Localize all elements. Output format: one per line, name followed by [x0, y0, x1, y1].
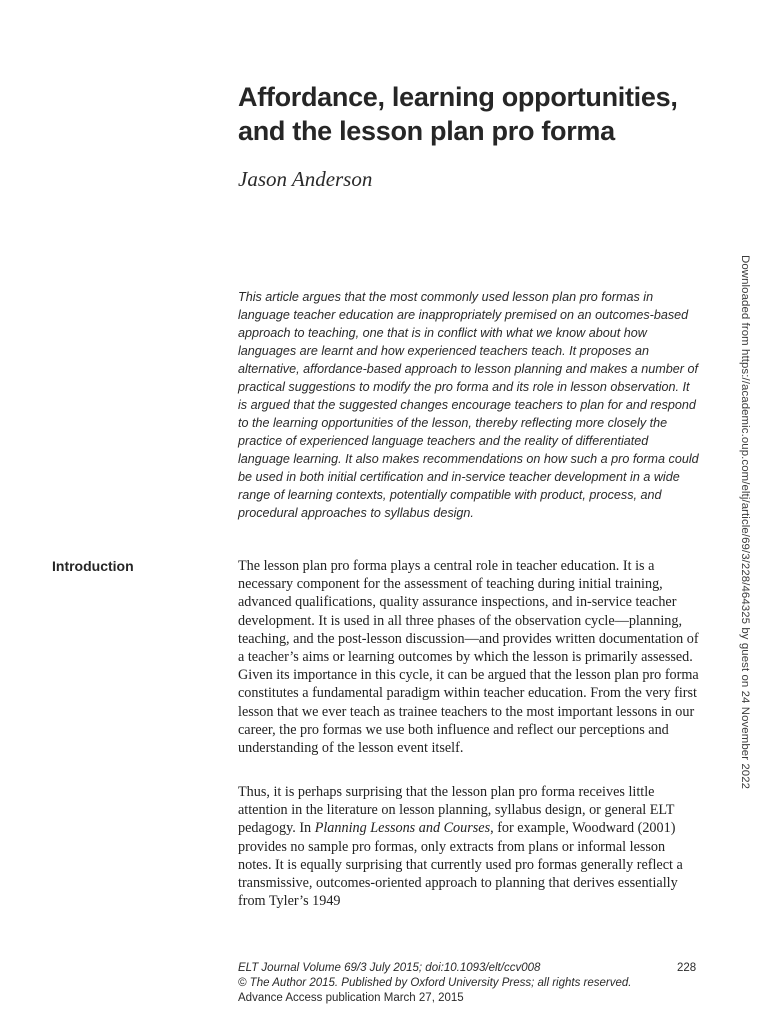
article-title-line-1: Affordance, learning opportunities,	[238, 82, 678, 112]
footer-citation: ELT Journal Volume 69/3 July 2015; doi:10.1093/elt/ccv008	[238, 962, 541, 974]
footer-access: Advance Access publication March 27, 2015	[238, 992, 464, 1004]
page-footer	[238, 961, 698, 1006]
paragraph-2-text-end: , for example, Woodward (2001) provides no sample pro formas, only extracts from plans or informal lesson notes. It is equally surprising that currently used pro formas generally reflect a transmissive, outcomes-oriented approach to planning that derives essentially from Tyler’s 1949	[238, 820, 683, 910]
abstract: This article argues that the most commonly used lesson plan pro formas in language teacher education are inappropriately premised on an outcomes-based approach to teaching, one that is in conflict with what we know about how languages are learnt and how experienced teachers teach. It proposes an alternative, affordance-based approach to lesson planning and makes a number of practical suggestions to modify the pro forma and its role in lesson observation. It is argued that the suggested changes encourage teachers to plan for and respond to the learning opportunities of the lesson, thereby reflecting more closely the practice of experienced language teachers and the reality of differentiated language learning. It also makes recommendations on how such a pro forma could be used in both initial certification and in-service teacher development in a wide range of learning contexts, potentially compatible with product, process, and procedural approaches to syllabus design.	[238, 290, 699, 520]
footer-copyright: © The Author 2015. Published by Oxford University Press; all rights reserved.	[238, 977, 632, 989]
article-title	[238, 80, 708, 148]
author-name: Jason Anderson	[238, 167, 373, 191]
paragraph-2-text-start: Thus, it is perhaps surprising that the lesson plan pro forma receives little attention in the literature on lesson planning, syllabus design, or general ELT pedagogy. In	[238, 784, 675, 837]
introduction-paragraph-1: The lesson plan pro forma plays a central role in teacher education. It is a necessary component for the assessment of teaching during initial training, advanced qualifications, quality assurance inspections, and in-service teacher development. It is used in all three phases of the observation cycle—planning, teaching, and the post-lesson discussion—and provides written documentation of a teacher’s aims or learning outcomes by which the lesson is primarily assessed. Given its importance in this cycle, it can be argued that the lesson plan pro forma constitutes a fundamental paradigm within teacher education. From the very first lesson that we ever teach as trainee teachers to the most important lessons in our career, the pro formas we use both influence and reflect our perceptions and understanding of the lesson event itself.	[238, 558, 699, 757]
introduction-paragraph-2	[238, 783, 700, 910]
section-heading-introduction: Introduction	[52, 558, 134, 574]
article-title-line-2: and the lesson plan pro forma	[238, 116, 615, 146]
book-title: Planning Lessons and Courses	[314, 820, 491, 837]
download-watermark: Downloaded from https://academic.oup.com/eltj/article/69/3/228/464325 by guest on 24 November 2022	[739, 255, 751, 790]
page-number: 228	[677, 962, 697, 974]
